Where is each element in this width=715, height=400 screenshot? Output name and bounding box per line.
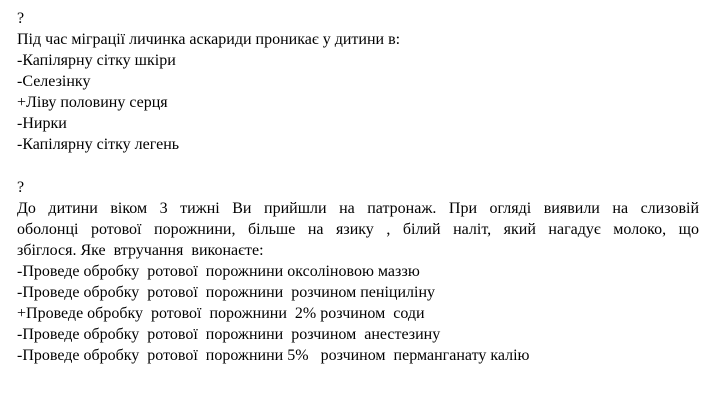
answer-option: -Нирки: [17, 115, 67, 132]
answer-option: -Капілярну сітку легень: [17, 136, 180, 153]
question-marker: ?: [17, 10, 25, 27]
question-stem: Під час міграції личинка аскариди проникає у дитини в:: [17, 31, 401, 48]
answer-option-correct: +Проведе обробку ротової порожнини 2% розчином соди: [17, 305, 425, 322]
answer-option: -Проведе обробку ротової порожнини розчином анестезину: [17, 326, 441, 343]
answer-option: -Проведе обробку ротової порожнини розчином пеніциліну: [17, 284, 436, 301]
question-2: [17, 177, 699, 366]
blank-line: [17, 155, 699, 177]
answer-option: -Проведе обробку ротової порожнини 5% розчином перманганату калію: [17, 347, 530, 364]
answer-option-correct: +Ліву половину серця: [17, 94, 168, 111]
question-stem-line: оболонці ротової порожнини, більше на язику , білий наліт, який нагадує молоко, що: [17, 221, 699, 238]
document-page: [17, 8, 699, 366]
question-marker: ?: [17, 179, 25, 196]
answer-option: -Селезінку: [17, 73, 91, 90]
question-1: [17, 8, 699, 155]
question-stem-line: До дитини віком 3 тижні Ви прийшли на патронаж. При огляді виявили на слизовій: [17, 200, 699, 217]
question-stem-line: збіглося. Яке втручання виконаєте:: [17, 242, 264, 259]
answer-option: -Проведе обробку ротової порожнини оксоліновою маззю: [17, 263, 420, 280]
answer-option: -Капілярну сітку шкіри: [17, 52, 176, 69]
